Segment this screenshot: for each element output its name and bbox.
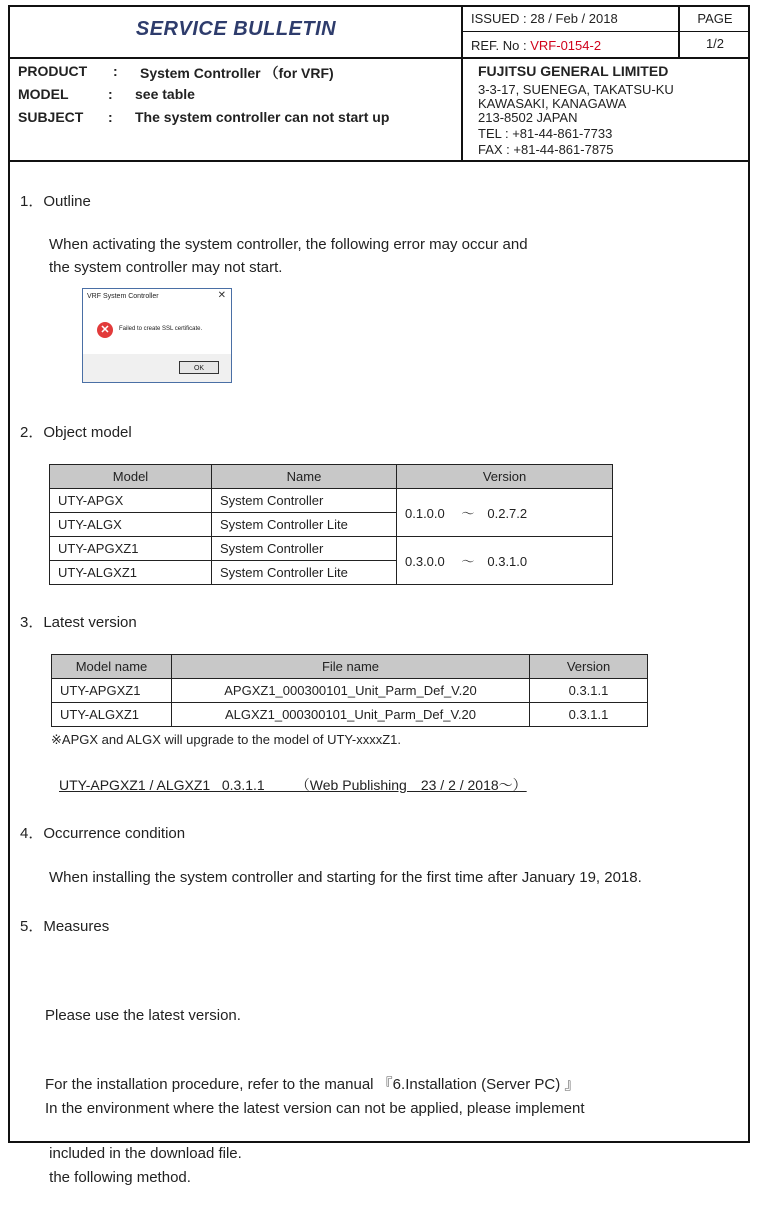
address-line: 213-8502 JAPAN bbox=[478, 110, 578, 125]
address-line: KAWASAKI, KANAGAWA bbox=[478, 96, 627, 111]
measures-line: included in the download file. bbox=[45, 1145, 242, 1162]
column-header: Model bbox=[50, 465, 212, 489]
object-model-table bbox=[49, 464, 613, 585]
outline-line: the system controller may not start. bbox=[49, 259, 283, 276]
page-label: PAGE bbox=[697, 11, 733, 26]
info-divider bbox=[8, 160, 750, 162]
product-value: System Controller （for VRF) bbox=[140, 65, 334, 81]
company-fax: FAX : +81-44-861-7875 bbox=[478, 142, 614, 157]
dialog-footer bbox=[83, 354, 231, 382]
close-icon: ✕ bbox=[217, 290, 226, 301]
dialog-title: VRF System Controller bbox=[87, 293, 159, 300]
ref-value: VRF-0154-2 bbox=[530, 38, 602, 53]
model-value: see table bbox=[135, 86, 195, 102]
measures-line: In the environment where the latest version can not be applied, please implement bbox=[45, 1100, 585, 1117]
model-cell: UTY-APGX bbox=[50, 489, 212, 513]
column-header: Name bbox=[212, 465, 397, 489]
ref-number bbox=[471, 38, 601, 53]
section-outline-heading: 1．Outline bbox=[20, 193, 91, 210]
file-cell: ALGXZ1_000300101_Unit_Parm_Def_V.20 bbox=[172, 703, 530, 727]
model-colon: : bbox=[108, 86, 113, 102]
file-cell: APGXZ1_000300101_Unit_Parm_Def_V.20 bbox=[172, 679, 530, 703]
name-cell: System Controller Lite bbox=[212, 513, 397, 537]
measures-alt-text bbox=[45, 1051, 585, 1212]
product-label: PRODUCT bbox=[18, 63, 88, 79]
version-cell: 0.3.0.0 ～ 0.3.1.0 bbox=[397, 537, 613, 585]
table-row bbox=[52, 679, 648, 703]
outline-line: When activating the system controller, the following error may occur and bbox=[49, 236, 528, 253]
name-cell: System Controller Lite bbox=[212, 561, 397, 585]
column-header: Version bbox=[530, 655, 648, 679]
ok-button: OK bbox=[179, 361, 219, 374]
model-label: MODEL bbox=[18, 86, 69, 102]
outline-text bbox=[49, 233, 528, 279]
measures-line: Please use the latest version. bbox=[45, 1007, 241, 1024]
column-header: Version bbox=[397, 465, 613, 489]
ref-label: REF. No : bbox=[471, 38, 531, 53]
measures-line: the following method. bbox=[45, 1169, 191, 1186]
version-cell: 0.3.1.1 bbox=[530, 703, 648, 727]
section-latest-version-heading: 3．Latest version bbox=[20, 614, 137, 631]
version-cell: 0.1.0.0 ～ 0.2.7.2 bbox=[397, 489, 613, 537]
subject-value: The system controller can not start up bbox=[135, 109, 390, 125]
table-row bbox=[52, 703, 648, 727]
error-icon: ✕ bbox=[97, 322, 113, 338]
table-header-row bbox=[52, 655, 648, 679]
model-cell: UTY-ALGXZ1 bbox=[50, 561, 212, 585]
section-occurrence-heading: 4．Occurrence condition bbox=[20, 825, 186, 842]
model-cell: UTY-ALGXZ1 bbox=[52, 703, 172, 727]
column-header: File name bbox=[172, 655, 530, 679]
page-value: 1/2 bbox=[705, 36, 725, 51]
table-row bbox=[50, 489, 613, 513]
product-colon: : bbox=[113, 63, 118, 79]
latest-version-table bbox=[51, 654, 648, 727]
company-address bbox=[478, 83, 674, 157]
subject-colon: : bbox=[108, 109, 113, 125]
dialog-message: Failed to create SSL certificate. bbox=[119, 326, 203, 332]
version-cell: 0.3.1.1 bbox=[530, 679, 648, 703]
table-row bbox=[50, 537, 613, 561]
name-cell: System Controller bbox=[212, 537, 397, 561]
header-divider bbox=[8, 57, 750, 59]
bulletin-title: SERVICE BULLETIN bbox=[135, 18, 337, 40]
model-cell: UTY-ALGX bbox=[50, 513, 212, 537]
web-publishing-line: UTY-APGXZ1 / ALGXZ1 0.3.1.1 （Web Publishing 23 / 2 / 2018～） bbox=[59, 777, 527, 793]
section-object-model-heading: 2．Object model bbox=[20, 424, 132, 441]
upgrade-note: ※APGX and ALGX will upgrade to the model of UTY-xxxxZ1. bbox=[51, 732, 402, 747]
measures-line: For the installation procedure, refer to the manual 『6.Installation (Server PC) 』 bbox=[45, 1076, 580, 1093]
error-dialog-screenshot bbox=[82, 288, 232, 383]
issued-divider bbox=[462, 31, 750, 32]
column-header: Model name bbox=[52, 655, 172, 679]
table-header-row bbox=[50, 465, 613, 489]
subject-label: SUBJECT bbox=[18, 109, 84, 125]
section-measures-heading: 5．Measures bbox=[20, 918, 110, 935]
model-cell: UTY-APGXZ1 bbox=[50, 537, 212, 561]
occurrence-text: When installing the system controller and starting for the first time after January 19, 2018. bbox=[49, 869, 642, 886]
name-cell: System Controller bbox=[212, 489, 397, 513]
company-tel: TEL : +81-44-861-7733 bbox=[478, 126, 613, 141]
address-line: 3-3-17, SUENEGA, TAKATSU-KU bbox=[478, 82, 674, 97]
company-name: FUJITSU GENERAL LIMITED bbox=[478, 63, 669, 79]
issued-date: ISSUED : 28 / Feb / 2018 bbox=[471, 11, 618, 26]
model-cell: UTY-APGXZ1 bbox=[52, 679, 172, 703]
